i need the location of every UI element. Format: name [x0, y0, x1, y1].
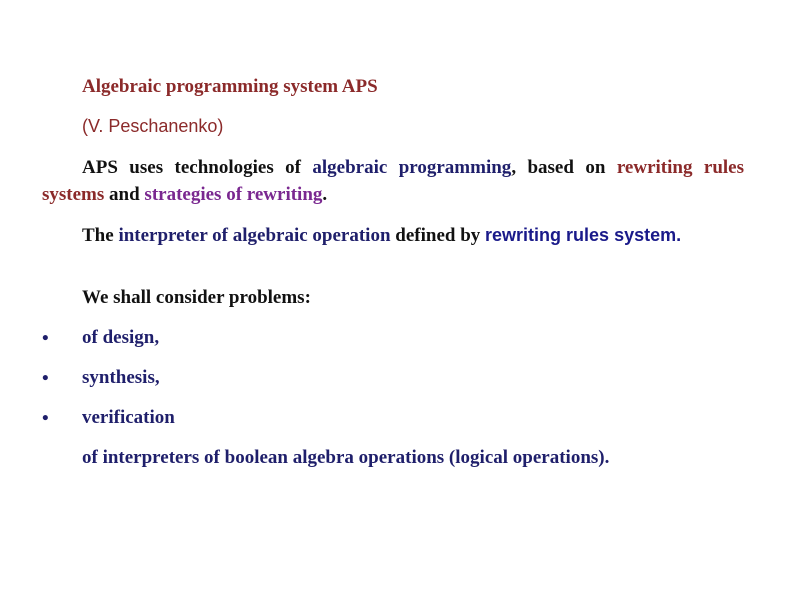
bullet-item-synthesis: synthesis, [82, 367, 160, 388]
author: (V. Peschanenko) [82, 116, 224, 136]
p2-interpreter: interpreter of algebraic operation [118, 225, 391, 246]
bullet-item-verification: verification [82, 407, 175, 428]
paragraph-interpreter [42, 222, 744, 249]
p1-rewriting-rules-systems: rewriting rules systems [42, 157, 744, 205]
p1-text-5: and [104, 184, 145, 205]
bullet-marker-3: • [42, 408, 49, 429]
bullet-marker-1: • [42, 328, 49, 349]
paragraph-aps [42, 154, 744, 208]
p1-algebraic-programming: algebraic programming [312, 157, 512, 178]
slide-title: Algebraic programming system APS [82, 76, 378, 97]
p1-text-7: . [322, 184, 328, 205]
p2-text-1: The [82, 225, 119, 246]
problems-intro: We shall consider problems: [82, 287, 311, 308]
p2-rewriting-rules-system: rewriting rules system. [485, 225, 682, 245]
bullet-marker-2: • [42, 368, 49, 389]
bullet-item-design: of design, [82, 327, 160, 348]
conclusion: of interpreters of boolean algebra operations (logical operations). [82, 447, 610, 468]
p1-text-1: APS uses technologies of [82, 157, 313, 178]
p1-text-3: , based on [511, 157, 617, 178]
p2-text-3: defined by [390, 225, 486, 246]
p1-strategies-of-rewriting: strategies of rewriting [144, 184, 323, 205]
